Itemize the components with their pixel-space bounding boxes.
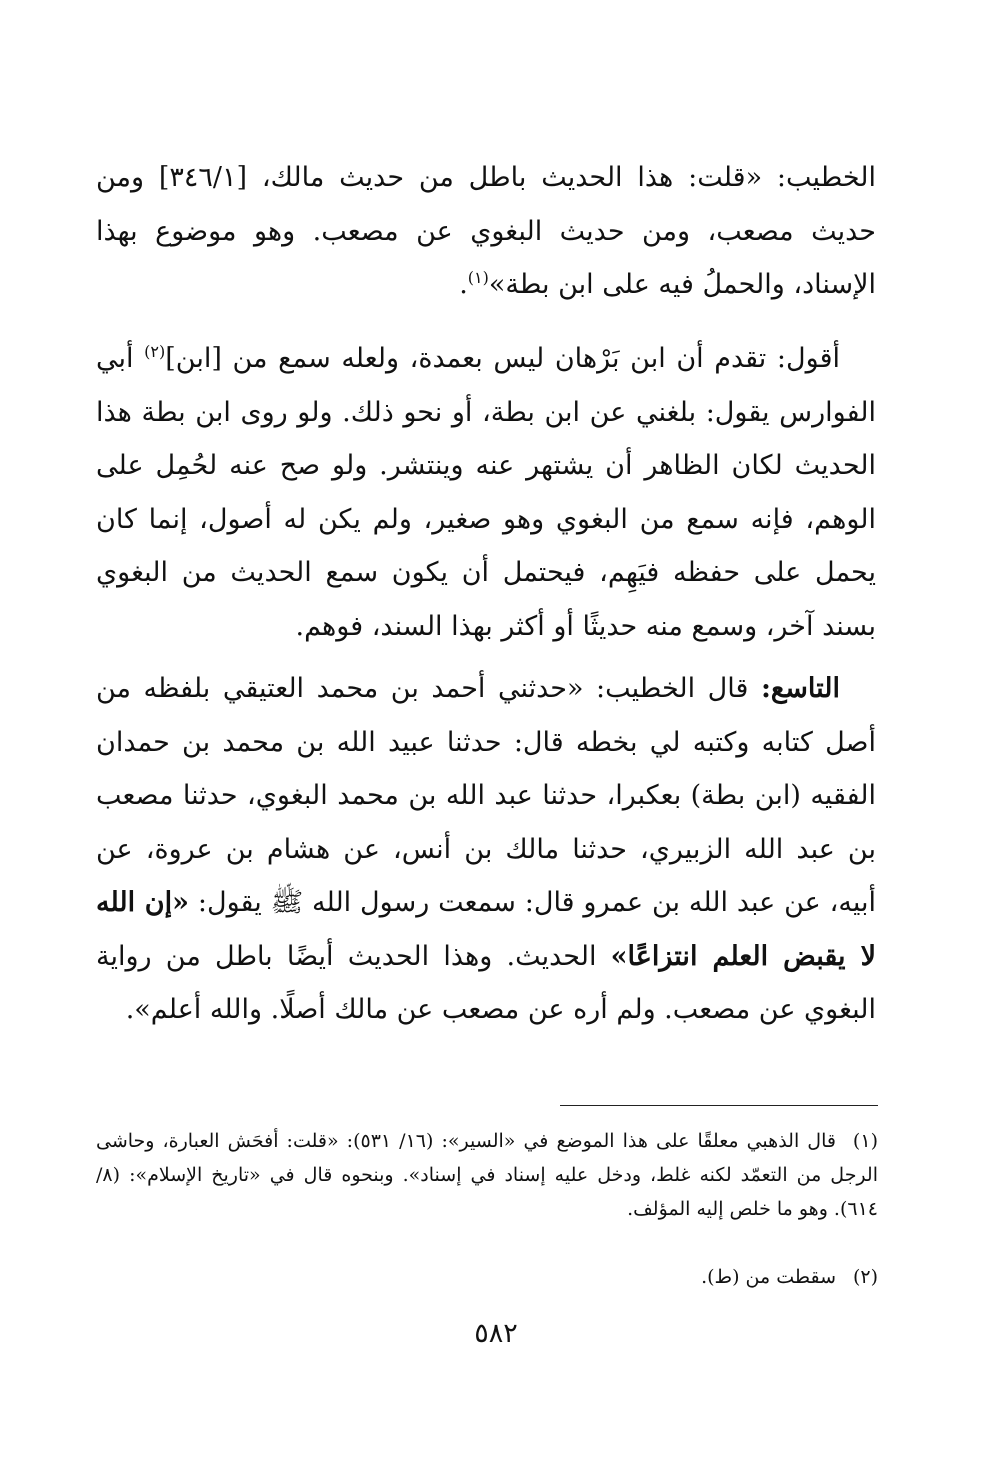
hadith-quote: «إن الله لا يقبض العلم انتزاعًا» xyxy=(96,887,876,972)
footnote-1-number: (١) xyxy=(852,1130,878,1152)
paragraph-2-text-before: أقول: تقدم أن ابن بَرْهان ليس بعمدة، ولعله سمع من [ابن] xyxy=(165,343,841,374)
footnote-2 xyxy=(96,1260,878,1294)
section-heading-ninth: التاسع: xyxy=(760,673,840,704)
paragraph-2 xyxy=(96,332,876,653)
footnote-ref-2[interactable]: (٢) xyxy=(144,342,166,361)
paragraph-1-text: الخطيب: «قلت: هذا الحديث باطل من حديث مالك، [٣٤٦/١] ومن حديث مصعب، ومن حديث البغوي عن مصعب. وهو موضوع بهذا الإسناد، والحملُ فيه على ابن بطة» xyxy=(96,162,876,300)
paragraph-2-text-after: أبي الفوارس يقول: بلغني عن ابن بطة، أو نحو ذلك. ولو روى ابن بطة هذا الحديث لكان الظاهر أن يشتهر عنه وينتشر. ولو صح عنه لحُمِل على الوهم، فإنه سمع من البغوي وهو صغير، ولم يكن له أصول، إنما كان يحمل على حفظه فيَهِم، فيحتمل أن يكون سمع الحديث من البغوي بسند آخر، وسمع منه حديثًا أو أكثر بهذا السند، فوهم. xyxy=(96,343,876,642)
paragraph-3 xyxy=(96,662,876,1037)
footnote-2-number: (٢) xyxy=(852,1266,878,1288)
footnote-2-text: سقطت من (ط). xyxy=(701,1266,836,1288)
page-number: ٥٨٢ xyxy=(474,1318,518,1349)
footnote-1 xyxy=(96,1124,878,1226)
paragraph-3-text-after: الحديث. وهذا الحديث أيضًا باطل من رواية البغوي عن مصعب. ولم أره عن مصعب عن مالك أصلًا. والله أعلم». xyxy=(96,940,876,1025)
footnote-divider xyxy=(560,1105,878,1106)
paragraph-1 xyxy=(96,151,876,312)
paragraph-1-tail: . xyxy=(459,269,468,300)
footnote-1-text: قال الذهبي معلقًا على هذا الموضع في «السير»: (١٦/ ٥٣١): «قلت: أفحَش العبارة، وحاشى الرجل من التعمّد لكنه غلط، ودخل عليه إسناد في إسناد». وبنحوه قال في «تاريخ الإسلام»: (٨/ ٦١٤). وهو ما خلص إليه المؤلف. xyxy=(96,1130,878,1220)
footnote-ref-1[interactable]: (١) xyxy=(467,268,489,287)
paragraph-3-text-before: قال الخطيب: «حدثني أحمد بن محمد العتيقي بلفظه من أصل كتابه وكتبه لي بخطه قال: حدثنا عبيد الله بن محمد بن حمدان الفقيه (ابن بطة) بعكبرا، حدثنا عبد الله بن محمد البغوي، حدثنا مصعب بن عبد الله الزبيري، حدثنا مالك بن أنس، عن هشام بن عروة، عن أبيه، عن عبد الله بن عمرو قال: سمعت رسول الله ﷺ يقول: xyxy=(96,673,877,918)
